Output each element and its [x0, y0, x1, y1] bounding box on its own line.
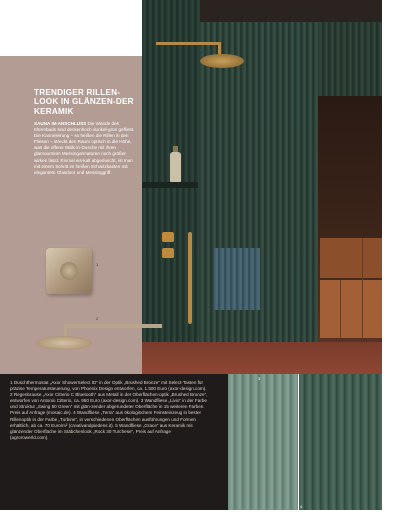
photo-valve-lower	[162, 248, 174, 258]
photo-sauna-bench-lower	[320, 280, 382, 338]
photo-wall-niche	[142, 182, 198, 188]
article-body-text: Die Wände des Elternbads sind deckenhoch dunkel-grün gefliest. Die Kanneleirung – so heißen die Rillen in den Fliesen – streckt den Raum optisch in die Höhe, was die offene Walk-in-Dusche mit ihren glamourösen Messingarmaturen noch größer wirken lässt. Einmal eis-kalt abgeduscht, ist man mit einem Schritt im heißen Schwitzkasten mit elegantem Glasdoor und Messinggriff.	[34, 121, 135, 175]
caption-2: 2 Regenbrause „Axor Citterio C Bluetooth“ aus Metall in der Oberflächen-optik „Brushed Bronze“, entworfen von Antonio Citterio, ca. 950 Euro (axor-design.com).	[10, 392, 208, 404]
tile-sample-dark-green	[298, 374, 382, 510]
caption-4: 4 Wandfliese „Terra“ aus ökologischem Feinsteinzeug in bester Rillenoptik in der Farbe „Turbine“, in verschiedenen Oberflächen ausführungen und Formen erhältlich, ab ca. 70 Euro/m² (creativandpiedens.it).	[10, 410, 202, 428]
product-rainshower-head	[36, 336, 92, 350]
photo-sauna-bench-upper	[320, 238, 382, 278]
photo-blue-tile-panel	[214, 248, 260, 310]
product-number-3: 3	[258, 376, 261, 381]
photo-soap-bottle	[170, 152, 181, 182]
photo-floor	[142, 342, 382, 374]
article-headline: TRENDIGER RILLEN-LOOK IN GLÄNZEN-DER KERAMIK	[34, 88, 134, 116]
tile-sample-light-green	[228, 374, 298, 510]
article-lead: SAUNA IM ANSCHLUSS	[34, 121, 87, 126]
product-number-2: 2	[96, 316, 99, 321]
product-rainshower-arm	[64, 324, 162, 328]
tile-sample-divider	[298, 374, 299, 510]
product-number-1: 1	[96, 262, 99, 267]
photo-valve-upper	[162, 232, 174, 242]
product-number-4: 4	[300, 504, 303, 509]
photo-shower-hose	[188, 232, 192, 324]
caption-5: 5 Wandfliese „Grace“ aus Keramik mit glänzender Oberfläche im Stäbchenlook „Rock 30 Turchese“, Preis auf Anfrage (agrorowerld.com).	[10, 422, 193, 440]
caption-3: 3 Wandfliese „Livio“ in der Farbe und Struktur „Swing 50 Green“ mit glän-zender abgerundeter Oberfläche in 15 weiteren Farben. Preis auf Anfrage (mosaic.de).	[10, 398, 207, 416]
product-thermostat-knob	[60, 262, 78, 280]
photo-shower-arm	[156, 42, 220, 45]
photo-bench-seam	[340, 280, 341, 338]
captions-text	[10, 380, 210, 441]
article-body	[34, 121, 138, 176]
caption-1: 1 Duschthermostat „Axor ShowerSelect ID“ in der Optik „Brushed Bronze“ mit Select-Tasten für präzise Temperatursteuerung, von Phoenix Design entworfen, ca. 1.500 Euro (axor-design.com).	[10, 380, 207, 392]
photo-shower-head	[200, 54, 244, 68]
photo-bench-seam-2	[362, 238, 363, 338]
bathroom-photo	[142, 0, 382, 374]
photo-right-wall-tiles	[318, 22, 382, 96]
